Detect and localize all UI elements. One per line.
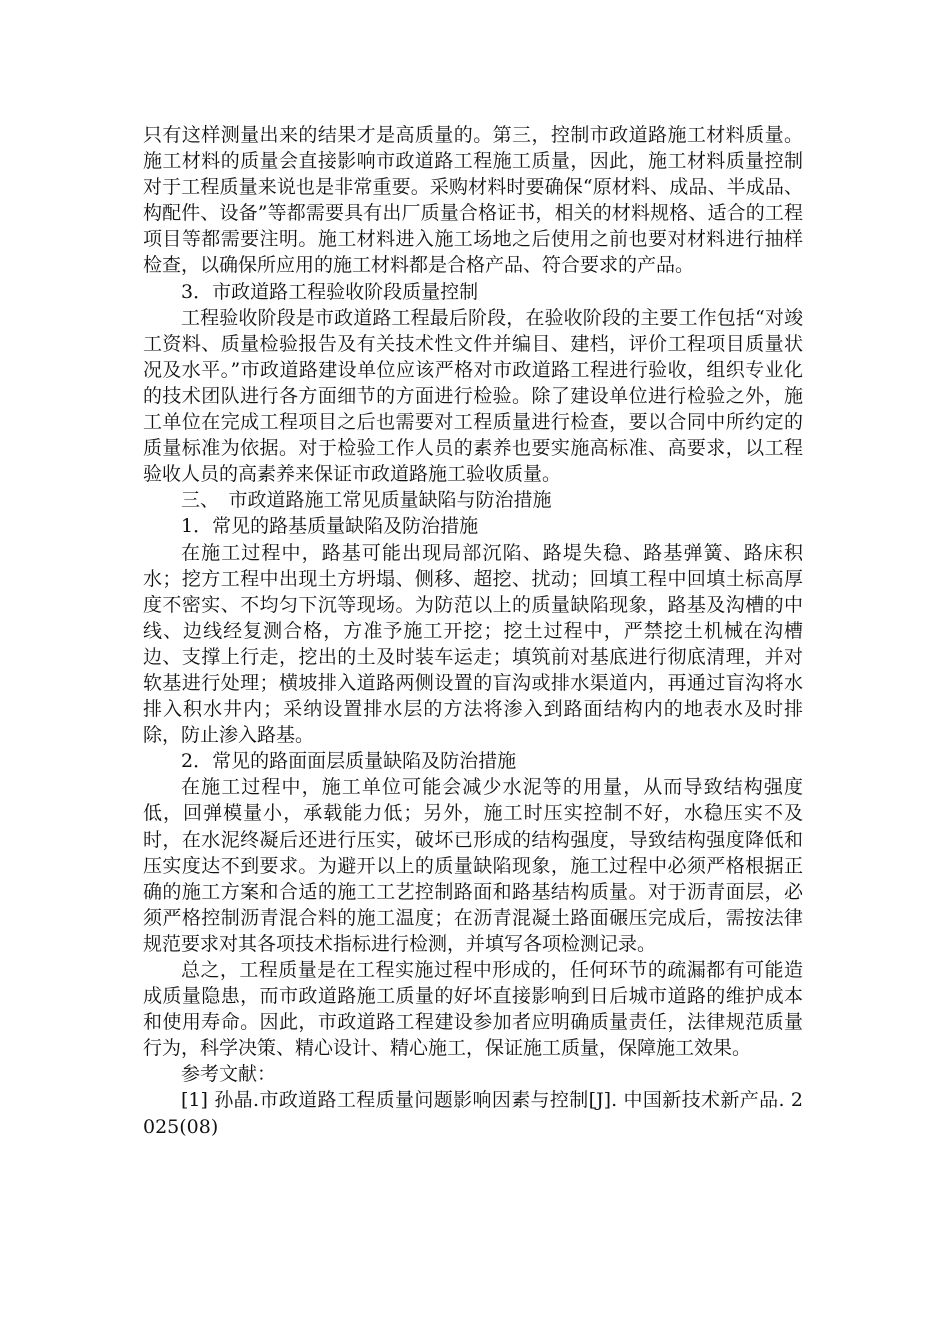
paragraph-pavement-defects: 在施工过程中，施工单位可能会减少水泥等的用量，从而导致结构强度低，回弹模量小，承载能力低；另外，施工时压实控制不好，水稳压实不及时，在水泥终凝后还进行压实，破坏已形成的结构强度，导致结构强度降低和压实度达不到要求。为避开以上的质量缺陷现象，施工过程中必须严格根据正确的施工方案和合适的施工工艺控制路面和路基结构质量。对于沥青面层，必须严格控制沥青混合料的施工温度；在沥青混凝土路面碾压完成后，需按法律规范要求对其各项技术指标进行检测，并填写各项检测记录。 [143, 776, 803, 955]
paragraph-materials-continued: 只有这样测量出来的结果才是高质量的。第三，控制市政道路施工材料质量。施工材料的质量会直接影响市政道路工程施工质量，因此，施工材料质量控制对于工程质量来说也是非常重要。采购材料时要确保“原材料、成品、半成品、构配件、设备”等都需要具有出厂质量合格证书，相关的材料规格、适合的工程项目等都需要注明。施工材料进入施工场地之后使用之前也要对材料进行抽样检查，以确保所应用的施工材料都是合格产品、符合要求的产品。 [143, 124, 803, 277]
heading-section-three: 三、 市政道路施工常见质量缺陷与防治措施 [181, 489, 552, 512]
document-body [143, 122, 803, 1140]
heading-references: 参考文献： [181, 1063, 277, 1086]
heading-acceptance-control: 3．市政道路工程验收阶段质量控制 [181, 280, 479, 303]
heading-subgrade-defects: 1．常见的路基质量缺陷及防治措施 [181, 515, 479, 538]
reference-item: [1] 孙晶.市政道路工程质量问题影响因素与控制[J]. 中国新技术新产品. 2025(08) [143, 1089, 803, 1138]
heading-pavement-defects: 2．常见的路面面层质量缺陷及防治措施 [181, 750, 517, 773]
paragraph-conclusion: 总之，工程质量是在工程实施过程中形成的，任何环节的疏漏都有可能造成质量隐患，而市政道路施工质量的好坏直接影响到日后城市道路的维护成本和使用寿命。因此，市政道路工程建设参加者应明确质量责任，法律规范质量行为，科学决策、精心设计、精心施工，保证施工质量，保障施工效果。 [143, 959, 803, 1060]
paragraph-acceptance-control: 工程验收阶段是市政道路工程最后阶段，在验收阶段的主要工作包括“对竣工资料、质量检验报告及有关技术性文件并编目、建档，评价工程项目质量状况及水平。”市政道路建设单位应该严格对市政道路工程进行验收，组织专业化的技术团队进行各方面细节的方面进行检验。除了建设单位进行检验之外，施工单位在完成工程项目之后也需要对工程质量进行检查，要以合同中所约定的质量标准为依据。对于检验工作人员的素养也要实施高标准、高要求，以工程验收人员的高素养来保证市政道路施工验收质量。 [143, 306, 803, 486]
paragraph-subgrade-defects: 在施工过程中，路基可能出现局部沉陷、路堤失稳、路基弹簧、路床积水；挖方工程中出现土方坍塌、侧移、超挖、扰动；回填工程中回填土标高厚度不密实、不均匀下沉等现场。为防范以上的质量缺陷现象，路基及沟槽的中线、边线经复测合格，方准予施工开挖；挖土过程中，严禁挖土机械在沟槽边、支撑上行走，挖出的土及时装车运走；填筑前对基底进行彻底清理，并对软基进行处理；横坡排入道路两侧设置的盲沟或排水渠道内，再通过盲沟将水排入积水井内；采纳设置排水层的方法将渗入到路面结构内的地表水及时排除，防止渗入路基。 [143, 541, 803, 747]
